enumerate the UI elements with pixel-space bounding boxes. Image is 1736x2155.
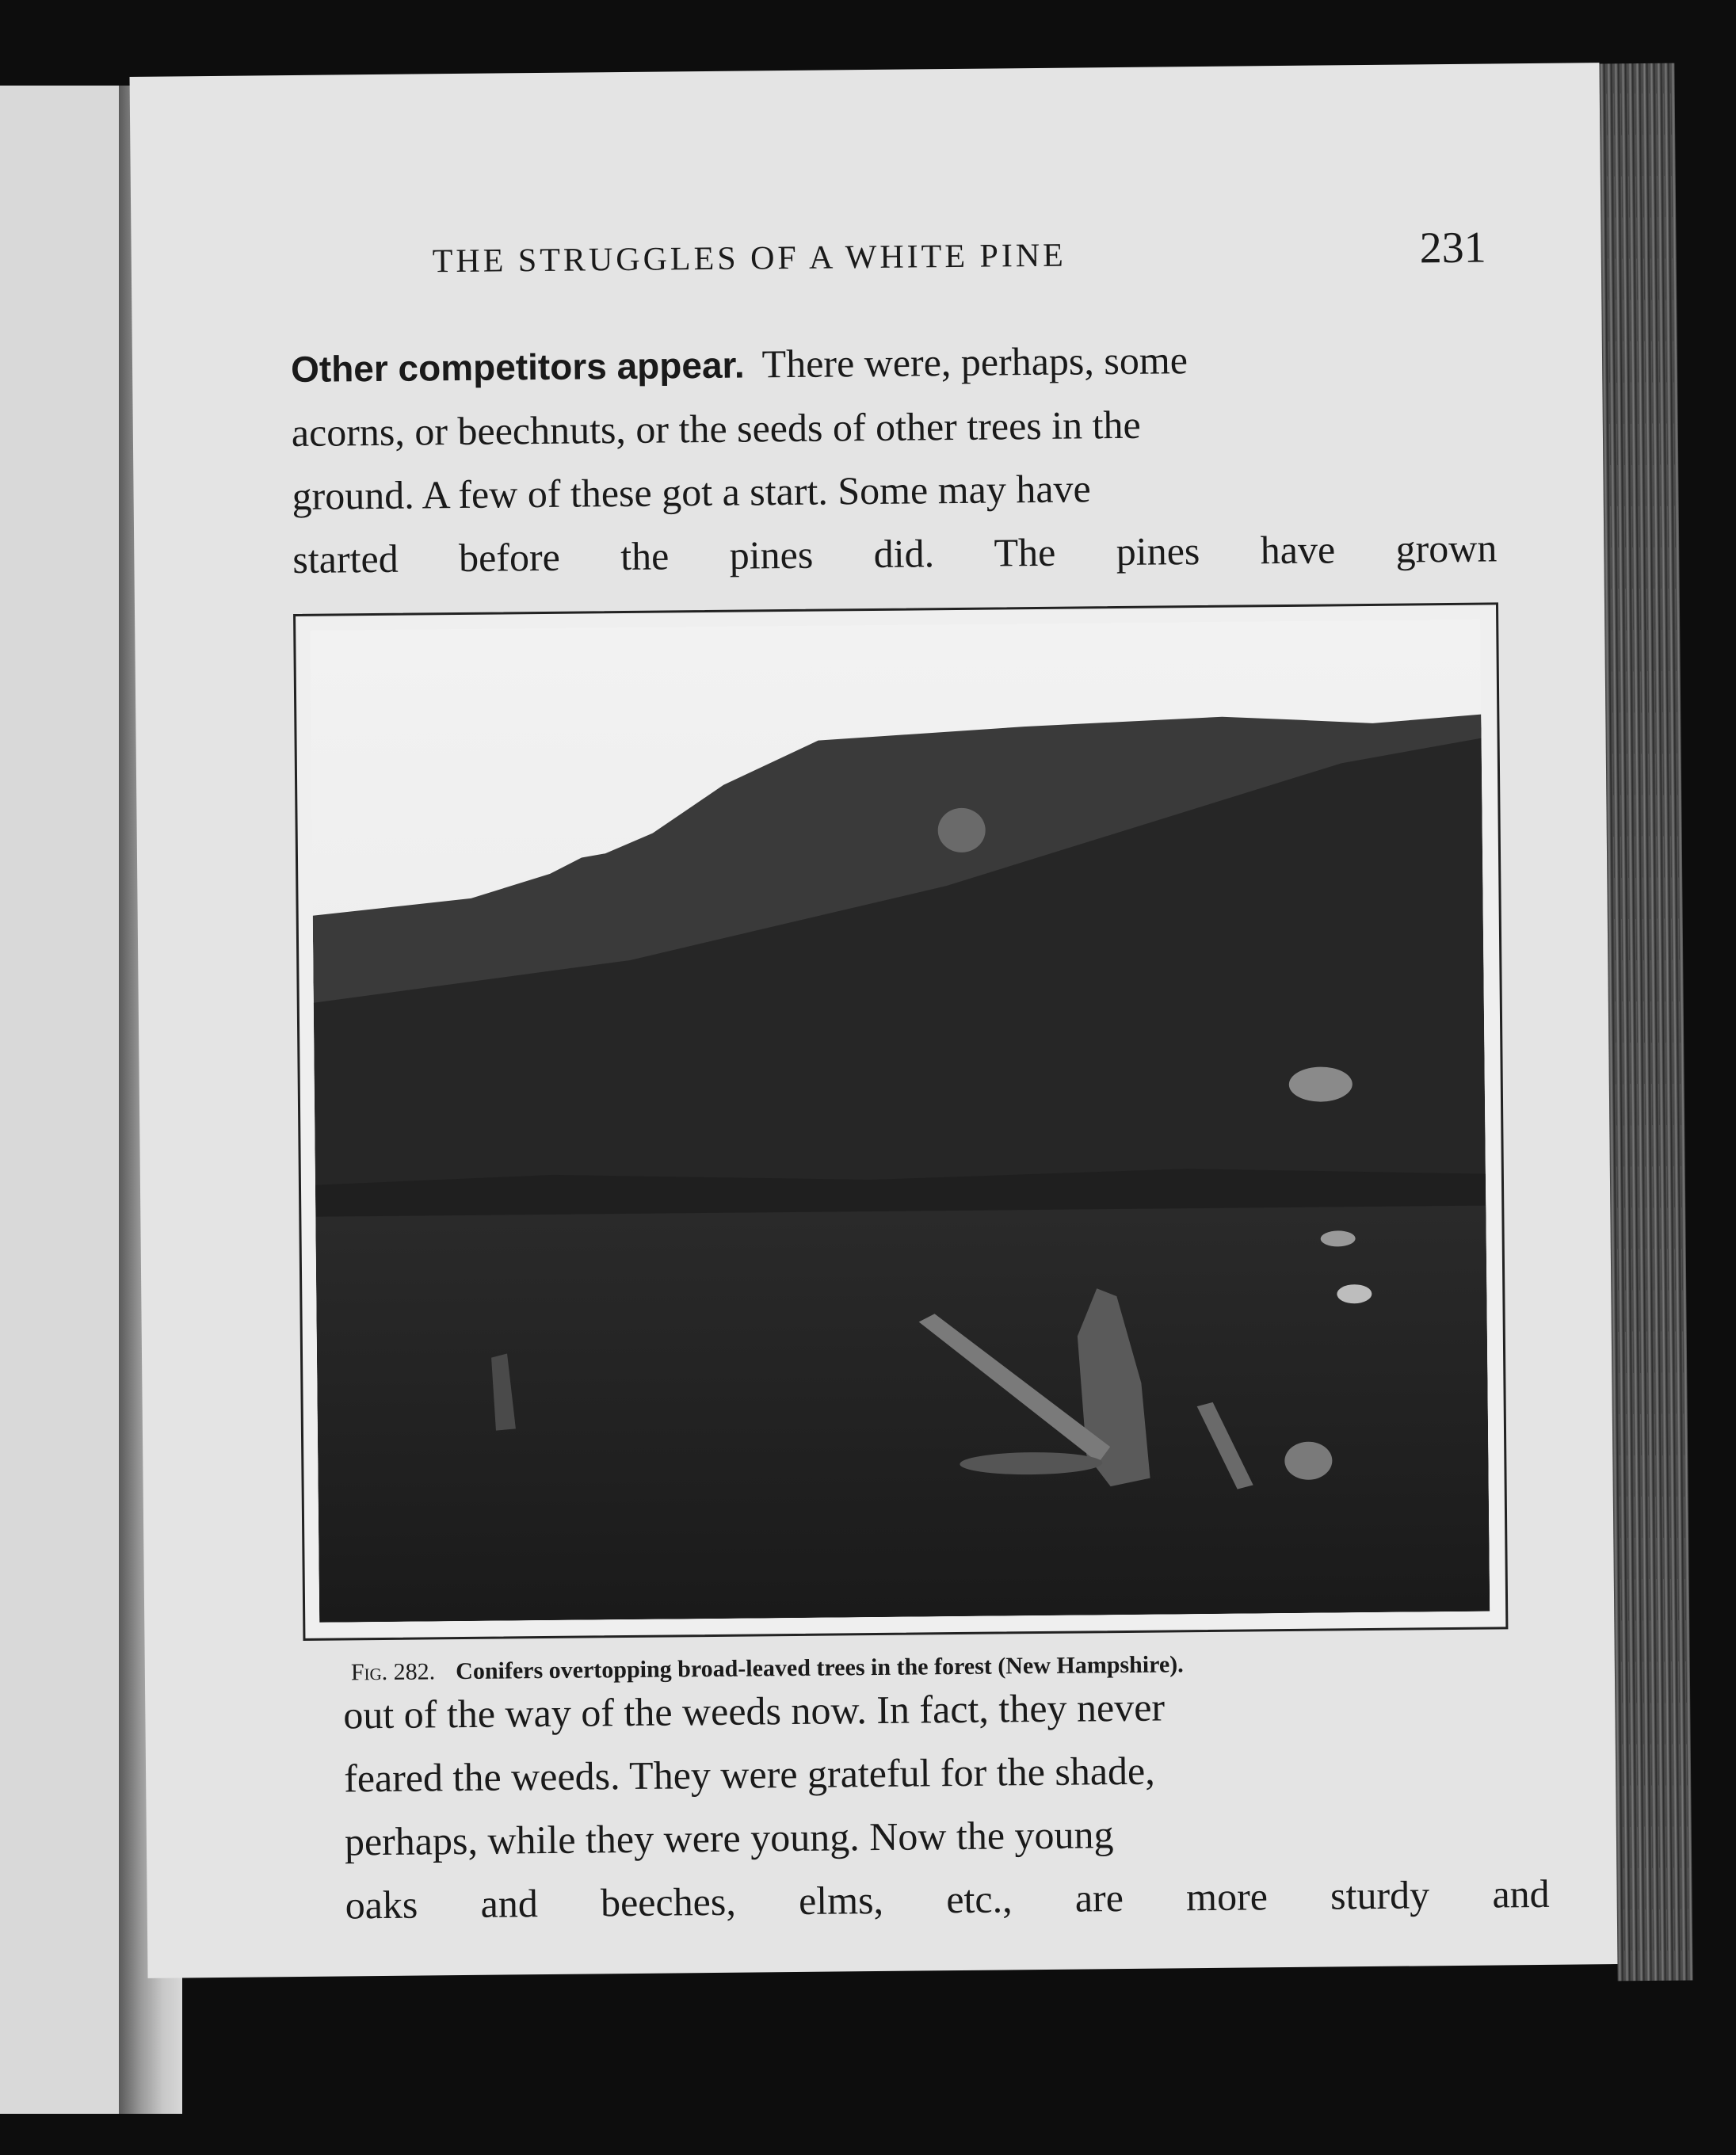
page-number: 231 <box>1419 223 1486 273</box>
paragraph-line-text: There were, perhaps, some <box>761 338 1188 387</box>
paragraph-line: ground. A few of these got a start. Some may have <box>292 466 1091 519</box>
paragraph-line: acorns, or beechnuts, or the seeds of other trees in the <box>291 402 1141 456</box>
paragraph-bottom <box>343 1672 1550 1937</box>
book-page <box>130 63 1618 1978</box>
paragraph-line: out of the way of the weeds now. In fact, they never <box>343 1684 1166 1737</box>
figure-label: Fig. 282. <box>350 1658 436 1686</box>
paragraph-heading: Other competitors appear. <box>290 344 745 391</box>
left-page-edge <box>0 86 119 2114</box>
paragraph-line: perhaps, while they were young. Now the young <box>344 1812 1114 1864</box>
running-title: THE STRUGGLES OF A WHITE PINE <box>432 237 1067 280</box>
figure <box>293 586 1509 1731</box>
running-head <box>432 223 1486 284</box>
paragraph-top <box>291 325 1498 591</box>
photo-frame <box>293 602 1508 1641</box>
forest-photograph <box>310 620 1490 1623</box>
paragraph-line <box>291 325 1496 401</box>
figure-caption-text: Conifers overtopping broad-leaved trees in the forest (New Hampshire). <box>456 1651 1184 1685</box>
foreground-field <box>315 1206 1490 1623</box>
paragraph-line: started before the pines did. The pines have grown <box>292 525 1498 582</box>
paragraph-line: feared the weeds. They were grateful for the shade, <box>343 1748 1155 1801</box>
paragraph-line: oaks and beeches, elms, etc., are more sturdy and <box>345 1871 1550 1928</box>
